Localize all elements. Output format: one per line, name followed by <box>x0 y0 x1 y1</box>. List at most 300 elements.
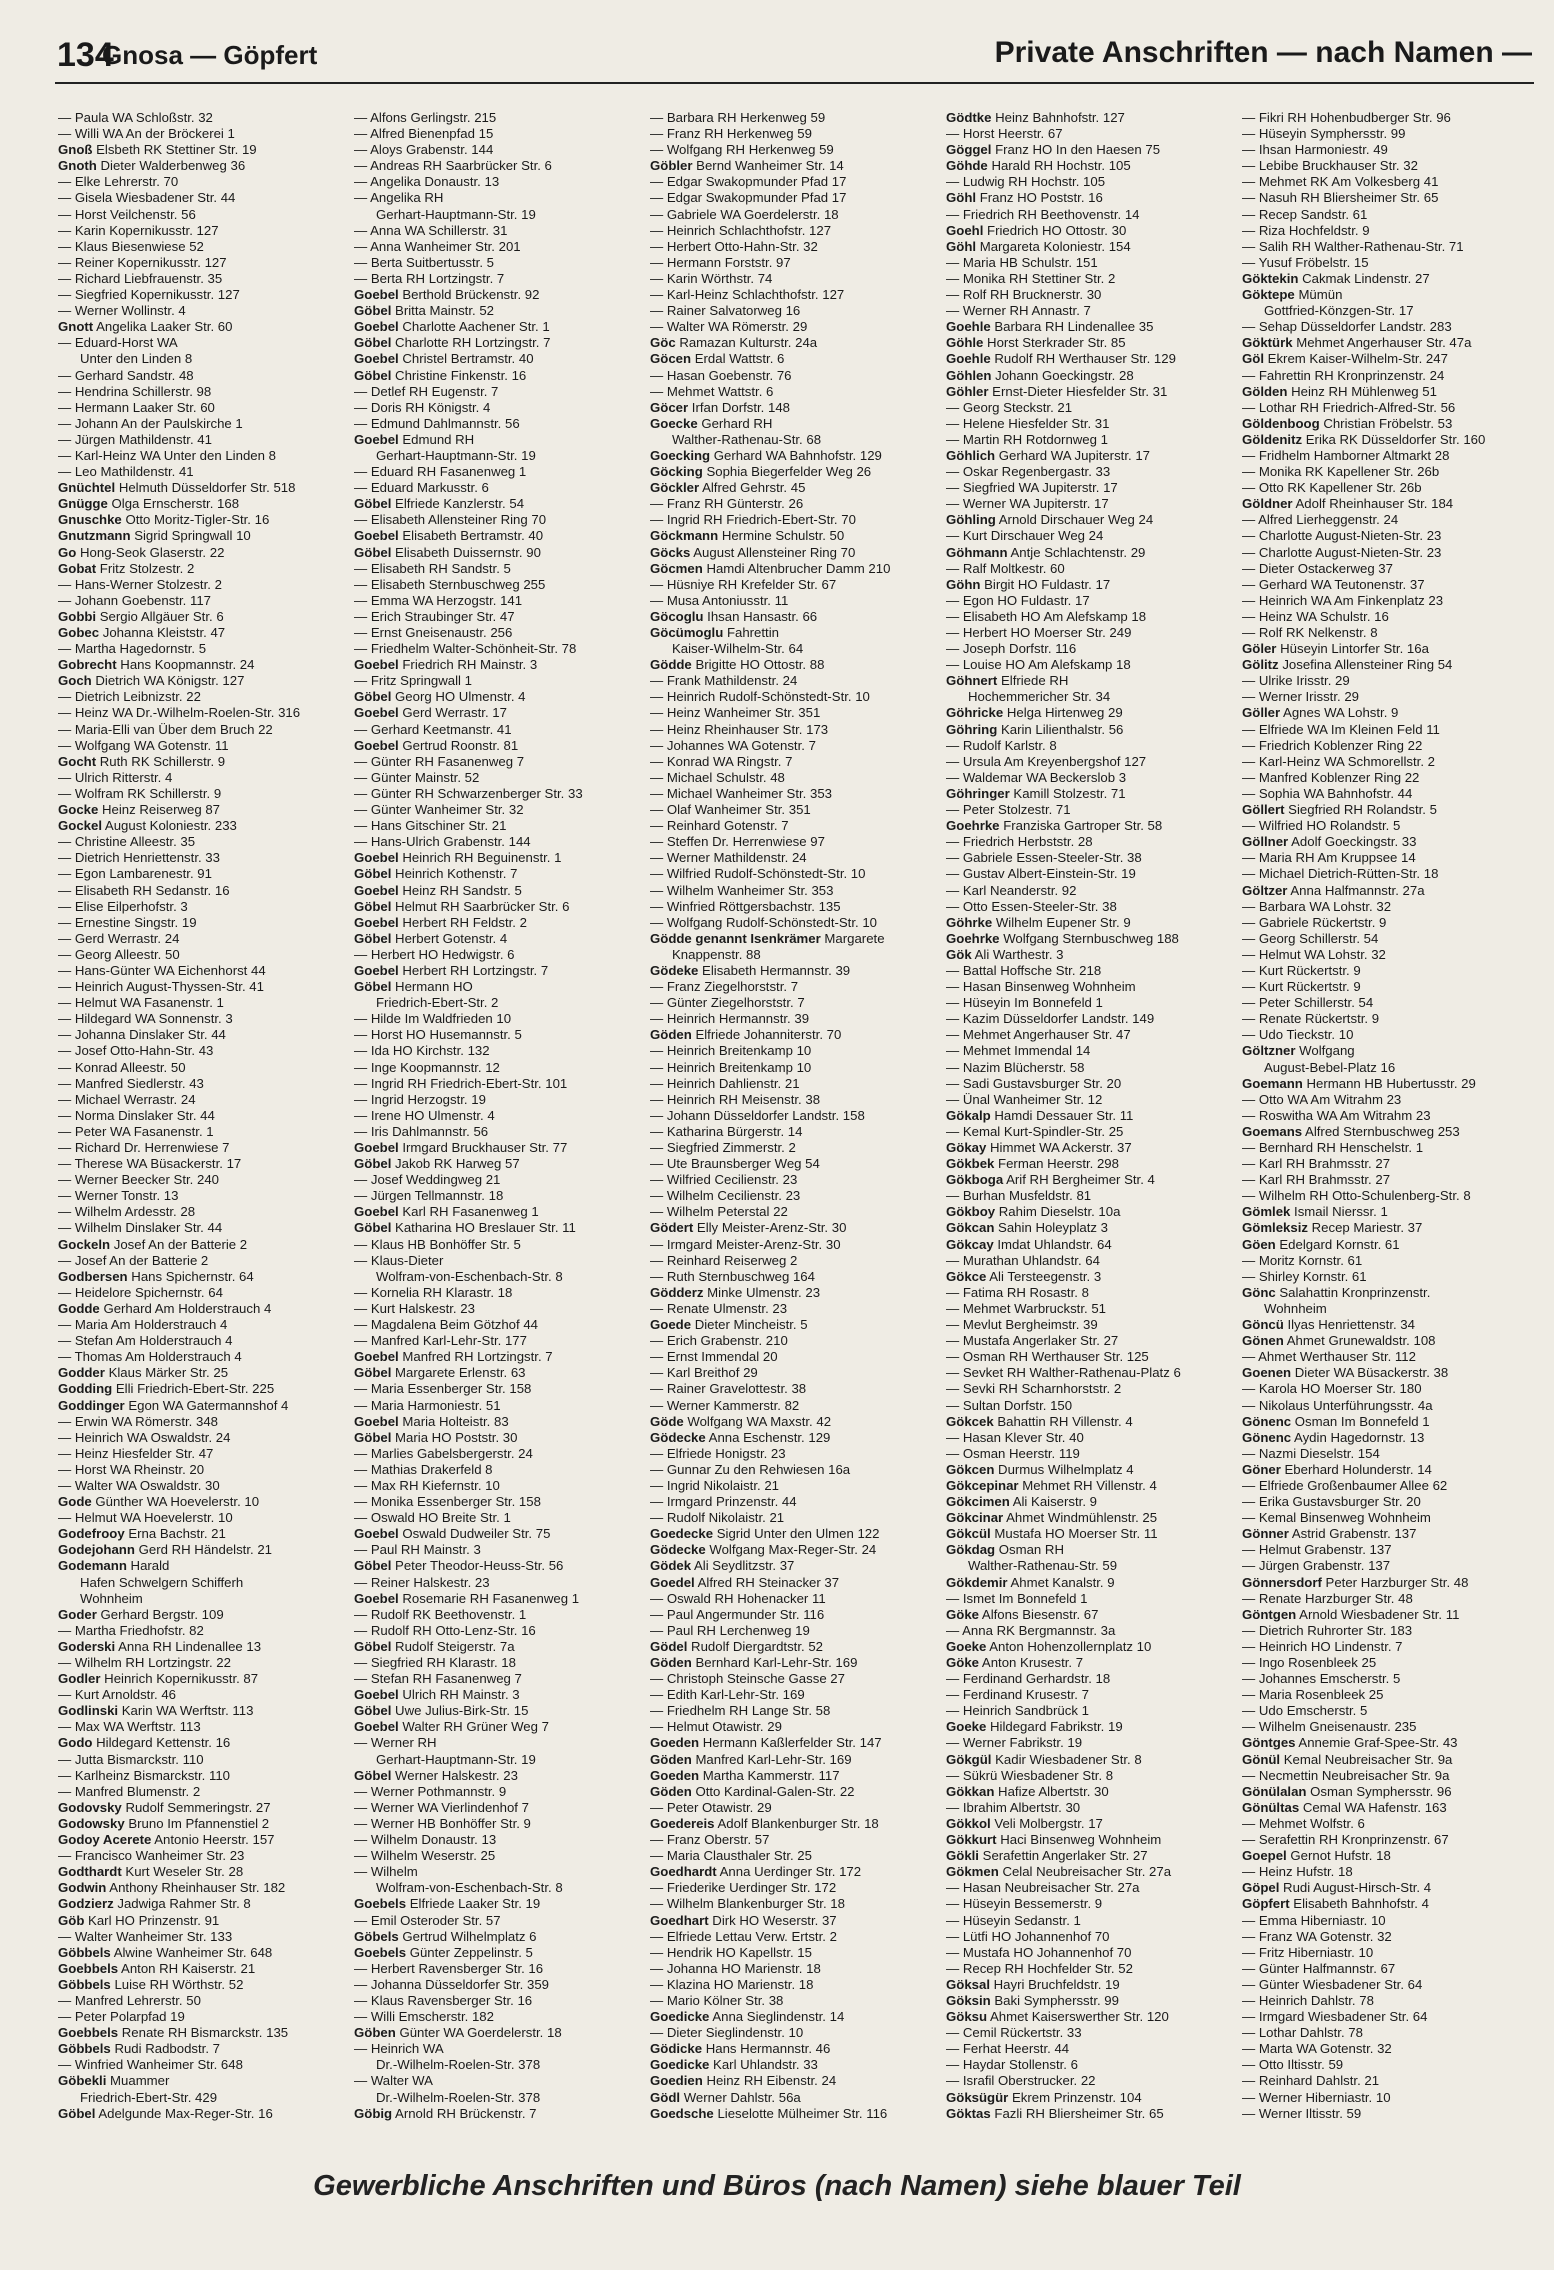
entry-row <box>946 174 1236 190</box>
surname: Goebel <box>354 850 399 866</box>
entry-text: Recep Mariestr. 37 <box>1311 1220 1423 1236</box>
entry-text: Eberhard Holunderstr. 14 <box>1284 1461 1432 1477</box>
entry-row <box>354 512 644 528</box>
entry-text: Hans Koopmannstr. 24 <box>120 657 255 673</box>
entry-text: Osman Symphersstr. 96 <box>1310 1783 1452 1799</box>
entry-text: — Herbert HO Hedwigstr. 6 <box>354 946 515 962</box>
entry-row <box>946 416 1236 432</box>
entry-surname-row <box>946 1462 1236 1478</box>
entry-row <box>58 207 348 223</box>
surname: Gökdemir <box>946 1574 1008 1590</box>
surname: Goedien <box>650 2073 703 2089</box>
surname: Göbel <box>354 898 392 914</box>
entry-text: — Therese WA Büsackerstr. 17 <box>58 1156 242 1172</box>
entry-row <box>650 174 940 190</box>
entry-surname-row <box>946 158 1236 174</box>
entry-text: — Winfried Wanheimer Str. 648 <box>58 2057 243 2073</box>
entry-row <box>650 979 940 995</box>
entry-text: Rudolf Diergardtstr. 52 <box>691 1638 823 1654</box>
entry-text: — Barbara WA Lohstr. 32 <box>1242 898 1392 914</box>
surname: Goebel <box>354 1526 399 1542</box>
entry-row <box>1242 1913 1532 1929</box>
entry-text: Gertrud Wilhelmplatz 6 <box>402 1928 537 1944</box>
entry-row <box>58 1784 348 1800</box>
entry-row <box>650 1896 940 1912</box>
entry-text: — Willi Emscherstr. 182 <box>354 2009 494 2025</box>
entry-continuation <box>58 1591 348 1607</box>
entry-text: Kamill Stolzestr. 71 <box>1013 785 1126 801</box>
entry-row <box>58 1993 348 2009</box>
surname: Gödeke <box>650 962 699 978</box>
entry-text: Werner Dahlstr. 56a <box>683 2089 801 2105</box>
entry-row <box>650 1993 940 2009</box>
entry-text: — Sevki RH Scharnhorststr. 2 <box>946 1381 1122 1397</box>
entry-surname-row <box>946 368 1236 384</box>
entry-text: Siegfried RH Rolandstr. 5 <box>1288 802 1437 818</box>
entry-surname-row <box>1242 1285 1532 1301</box>
entry-continuation <box>1242 1301 1532 1317</box>
entry-row <box>354 1623 644 1639</box>
entry-surname-row <box>946 190 1236 206</box>
entry-text: — Elfriede Großenbaumer Allee 62 <box>1242 1477 1448 1493</box>
surname: Göbel <box>354 1703 392 1719</box>
entry-row <box>650 207 940 223</box>
entry-text: — Heinrich RH Meisenstr. 38 <box>650 1091 821 1107</box>
entry-row <box>650 1253 940 1269</box>
entry-surname-row <box>1242 1607 1532 1623</box>
entry-text: Brigitte HO Ottostr. 88 <box>695 657 825 673</box>
surname: Göllert <box>1242 802 1285 818</box>
entry-surname-row <box>946 1993 1236 2009</box>
entry-row <box>354 673 644 689</box>
entry-text: — Gunnar Zu den Rehwiesen 16a <box>650 1461 851 1477</box>
entry-row <box>58 1204 348 1220</box>
entry-row <box>58 1317 348 1333</box>
entry-text: Anthony Rheinhauser Str. 182 <box>109 1880 286 1896</box>
entry-text: Mehmet Angerhauser Str. 47a <box>1296 335 1472 351</box>
surname: Göbel <box>354 930 392 946</box>
entry-text: — Shirley Kornstr. 61 <box>1242 1268 1367 1284</box>
entry-row <box>354 1784 644 1800</box>
entry-row <box>946 802 1236 818</box>
entry-text: Cemal WA Hafenstr. 163 <box>1302 1799 1447 1815</box>
entry-row <box>1242 1108 1532 1124</box>
surname: Gobec <box>58 625 100 640</box>
entry-row <box>1242 899 1532 915</box>
entry-text: Himmet WA Ackerstr. 37 <box>990 1140 1132 1155</box>
entry-continuation <box>354 448 644 464</box>
surname: Göhrke <box>946 914 993 930</box>
entry-text: — Klaus Ravensberger Str. 16 <box>354 1992 533 2008</box>
entry-text: — Peter WA Fasanenstr. 1 <box>58 1123 214 1139</box>
entry-row <box>1242 512 1532 528</box>
entry-text: Alwine Wanheimer Str. 648 <box>113 1944 273 1960</box>
entry-row <box>1242 1768 1532 1784</box>
entry-text: — Manfred Karl-Lehr-Str. 177 <box>354 1333 527 1349</box>
entry-text: Heinz RH Sandstr. 5 <box>402 882 522 898</box>
entry-text: — Nasuh RH Bliersheimer Str. 65 <box>1242 190 1439 206</box>
entry-text: — Hildegard WA Sonnenstr. 3 <box>58 1011 233 1027</box>
entry-text: — Karl Neanderstr. 92 <box>946 882 1077 898</box>
entry-row <box>946 528 1236 544</box>
entry-row <box>650 1591 940 1607</box>
surname: Godde <box>58 1300 100 1316</box>
entry-surname-row <box>58 754 348 770</box>
entry-row <box>650 1237 940 1253</box>
entry-text: — Manfred Lehrerstr. 50 <box>58 1992 201 2008</box>
entry-text: — Peter Stolzestr. 71 <box>946 802 1071 818</box>
entry-text: Uwe Julius-Birk-Str. 15 <box>395 1703 529 1719</box>
surname: Gökce <box>946 1268 987 1284</box>
entry-row <box>1242 126 1532 142</box>
entry-surname-row <box>946 1220 1236 1236</box>
surname: Göksin <box>946 1992 991 2008</box>
entry-text: — Michael Schulstr. 48 <box>650 769 785 785</box>
surname: Gödecke <box>650 1429 706 1445</box>
entry-row <box>946 1124 1236 1140</box>
surname: Göbel <box>354 689 392 705</box>
entry-row <box>354 1285 644 1301</box>
entry-surname-row <box>1242 1462 1532 1478</box>
entry-row <box>58 1011 348 1027</box>
entry-row <box>946 770 1236 786</box>
entry-surname-row <box>354 883 644 899</box>
entry-row <box>1242 625 1532 641</box>
entry-text: — Magdalena Beim Götzhof 44 <box>354 1317 538 1333</box>
surname: Göktekin <box>1242 270 1299 286</box>
entry-surname-row <box>946 1848 1236 1864</box>
entry-row <box>650 1301 940 1317</box>
entry-text: — Werner Hiberniastr. 10 <box>1242 2089 1391 2105</box>
entry-row <box>58 1140 348 1156</box>
entry-row <box>946 883 1236 899</box>
entry-text: Ekrem Prinzenstr. 104 <box>1011 2089 1142 2105</box>
entry-row <box>354 400 644 416</box>
entry-row <box>650 1462 940 1478</box>
entry-text: August-Bebel-Platz 16 <box>1264 1059 1396 1075</box>
entry-text: — Emil Osteroder Str. 57 <box>354 1912 501 1928</box>
entry-text: Hafize Albertstr. 30 <box>998 1783 1109 1799</box>
surname: Goemans <box>1242 1123 1303 1139</box>
entry-text: — Christoph Steinsche Gasse 27 <box>650 1671 845 1687</box>
entry-text: Arnold Wiesbadener Str. 11 <box>1299 1606 1460 1622</box>
entry-row <box>946 738 1236 754</box>
surname: Gobbi <box>58 608 97 624</box>
entry-surname-row <box>58 496 348 512</box>
entry-text: Ali Kaiserstr. 9 <box>1012 1494 1097 1510</box>
entry-surname-row <box>354 1349 644 1365</box>
entry-text: Ruth RK Schillerstr. 9 <box>99 753 226 769</box>
surname: Godowsky <box>58 1815 125 1831</box>
entry-row <box>1242 609 1532 625</box>
entry-text: — Lütfi HO Johannenhof 70 <box>946 1928 1110 1944</box>
surname: Göbel <box>354 866 392 882</box>
entry-surname-row <box>1242 1896 1532 1912</box>
entry-text: — Edgar Swakopmunder Pfad 17 <box>650 190 847 206</box>
entry-text: — Wilhelm Wanheimer Str. 353 <box>650 882 834 898</box>
entry-row <box>1242 207 1532 223</box>
entry-continuation <box>946 1558 1236 1574</box>
entry-text: — Paul RH Mainstr. 3 <box>354 1542 481 1558</box>
entry-text: Muammer <box>110 2073 170 2089</box>
entry-text: — Rudolf Nikolaistr. 21 <box>650 1510 785 1526</box>
entry-surname-row <box>58 528 348 544</box>
entry-surname-row <box>58 1735 348 1751</box>
entry-text: — Ibrahim Albertstr. 30 <box>946 1799 1081 1815</box>
entry-text: — Kazim Düsseldorfer Landstr. 149 <box>946 1011 1155 1027</box>
entry-text: — Elfriede Honigstr. 23 <box>650 1445 786 1461</box>
entry-text: — Iris Dahlmannstr. 56 <box>354 1123 489 1139</box>
surname: Göhler <box>946 383 989 399</box>
entry-row <box>946 754 1236 770</box>
surname: Göhl <box>946 238 977 254</box>
entry-row <box>354 722 644 738</box>
entry-surname-row <box>946 947 1236 963</box>
entry-row <box>1242 738 1532 754</box>
entry-surname-row <box>946 1832 1236 1848</box>
surname: Goebel <box>354 657 399 673</box>
entry-row <box>1242 158 1532 174</box>
entry-surname-row <box>650 464 940 480</box>
entry-text: — Mehmet Immendal 14 <box>946 1043 1091 1059</box>
entry-surname-row <box>650 1414 940 1430</box>
entry-text: — Angelika Donaustr. 13 <box>354 174 500 190</box>
directory-listing <box>58 110 1538 2165</box>
entry-row <box>354 1977 644 1993</box>
entry-row <box>946 561 1236 577</box>
entry-text: — Monika Essenberger Str. 158 <box>354 1494 541 1510</box>
surname: Gökkan <box>946 1783 995 1799</box>
entry-row <box>650 384 940 400</box>
directory-column-4 <box>946 110 1242 2165</box>
entry-row <box>1242 754 1532 770</box>
entry-row <box>354 577 644 593</box>
entry-surname-row <box>650 2009 940 2025</box>
entry-row <box>58 174 348 190</box>
entry-row <box>58 1462 348 1478</box>
entry-row <box>650 1043 940 1059</box>
entry-text: Hermann HO <box>395 979 473 995</box>
entry-text: — Recep Sandstr. 61 <box>1242 206 1368 222</box>
entry-row <box>58 834 348 850</box>
surname: Gökdag <box>946 1542 996 1558</box>
entry-row <box>58 1076 348 1092</box>
entry-surname-row <box>354 1591 644 1607</box>
entry-row <box>354 1027 644 1043</box>
entry-text: — Ingrid Nikolaistr. 21 <box>650 1477 779 1493</box>
entry-surname-row <box>58 1977 348 1993</box>
entry-text: — Gabriele Rückertstr. 9 <box>1242 914 1387 930</box>
entry-row <box>946 1671 1236 1687</box>
entry-text: — Gisela Wiesbadener Str. 44 <box>58 190 236 206</box>
entry-surname-row <box>1242 335 1532 351</box>
entry-text: — Eduard-Horst WA <box>58 335 178 351</box>
entry-text: Helmut RH Saarbrücker Str. 6 <box>395 898 570 914</box>
entry-row <box>58 1156 348 1172</box>
surname: Göhling <box>946 512 996 528</box>
entry-row <box>1242 722 1532 738</box>
entry-row <box>946 1961 1236 1977</box>
entry-text: Hafen Schwelgern Schifferh <box>80 1574 244 1590</box>
entry-surname-row <box>1242 1076 1532 1092</box>
surname: Göden <box>650 1655 692 1670</box>
entry-row <box>1242 1510 1532 1526</box>
entry-row <box>650 1204 940 1220</box>
entry-row <box>650 126 940 142</box>
entry-text: Hüseyin Lintorfer Str. 16a <box>1280 641 1429 657</box>
surname: Göldner <box>1242 496 1293 512</box>
entry-text: — Ludwig RH Hochstr. 105 <box>946 174 1106 190</box>
entry-row <box>650 1092 940 1108</box>
entry-surname-row <box>354 915 644 931</box>
entry-row <box>354 1575 644 1591</box>
entry-text: — Hilde Im Waldfrieden 10 <box>354 1011 512 1027</box>
entry-text: Celal Neubreisacher Str. 27a <box>1002 1864 1172 1880</box>
surname: Goddinger <box>58 1397 125 1413</box>
entry-text: Erna Bachstr. 21 <box>128 1526 226 1542</box>
entry-row <box>946 1365 1236 1381</box>
entry-row <box>650 1398 940 1414</box>
entry-text: — Werner HB Bonhöffer Str. 9 <box>354 1815 531 1831</box>
entry-surname-row <box>58 625 348 641</box>
entry-text: — Oswald HO Breite Str. 1 <box>354 1510 511 1526</box>
entry-text: — Peter Schillerstr. 54 <box>1242 995 1374 1011</box>
entry-text: — Fritz Hiberniastr. 10 <box>1242 1944 1374 1960</box>
entry-text: Kurt Weseler Str. 28 <box>125 1864 244 1880</box>
entry-row <box>946 1591 1236 1607</box>
entry-text: Anna RH Lindenallee 13 <box>118 1638 262 1654</box>
entry-row <box>354 416 644 432</box>
entry-row <box>1242 545 1532 561</box>
entry-text: Ahmet Windmühlenstr. 25 <box>1006 1510 1158 1526</box>
entry-continuation <box>650 641 940 657</box>
entry-text: — Olaf Wanheimer Str. 351 <box>650 802 811 818</box>
entry-row <box>354 1317 644 1333</box>
entry-row <box>650 287 940 303</box>
entry-row <box>58 335 348 351</box>
surname: Godefrooy <box>58 1526 125 1542</box>
entry-row <box>650 1800 940 1816</box>
entry-text: Agnes WA Lohstr. 9 <box>1283 705 1399 721</box>
entry-text: — Sükrü Wiesbadener Str. 8 <box>946 1767 1114 1783</box>
entry-text: — Heinrich Dahlienstr. 21 <box>650 1075 800 1091</box>
entry-surname-row <box>650 1864 940 1880</box>
surname: Gödel <box>650 1638 688 1654</box>
entry-text: Fritz Stolzestr. 2 <box>99 560 195 576</box>
entry-text: — Konrad WA Ringstr. 7 <box>650 753 793 769</box>
entry-row <box>1242 979 1532 995</box>
entry-text: — Eduard RH Fasanenweg 1 <box>354 464 527 480</box>
surname: Göbel <box>354 1220 392 1236</box>
entry-row <box>58 1124 348 1140</box>
entry-text: — Hasan Neubreisacher Str. 27a <box>946 1880 1140 1896</box>
entry-surname-row <box>946 1864 1236 1880</box>
entry-row <box>1242 223 1532 239</box>
entry-row <box>1242 319 1532 335</box>
surname: Göckmann <box>650 528 719 544</box>
entry-row <box>354 1462 644 1478</box>
entry-text: — Heidelore Spichernstr. 64 <box>58 1284 223 1300</box>
entry-row <box>1242 1719 1532 1735</box>
entry-surname-row <box>58 1398 348 1414</box>
entry-row <box>1242 1558 1532 1574</box>
entry-row <box>1242 850 1532 866</box>
entry-text: — Otto Iltisstr. 59 <box>1242 2057 1344 2073</box>
entry-text: — Wolfgang Rudolf-Schönstedt-Str. 10 <box>650 914 877 930</box>
entry-continuation <box>354 2090 644 2106</box>
entry-row <box>58 866 348 882</box>
entry-text: — Rainer Salvatorweg 16 <box>650 303 801 319</box>
entry-text: — Aloys Grabenstr. 144 <box>354 142 494 158</box>
surname: Göpfert <box>1242 1896 1290 1912</box>
entry-row <box>58 738 348 754</box>
entry-surname-row <box>946 1607 1236 1623</box>
entry-text: — Heinrich HO Lindenstr. 7 <box>1242 1638 1403 1654</box>
entry-surname-row <box>946 319 1236 335</box>
entry-text: — Otto RK Kapellener Str. 26b <box>1242 480 1422 496</box>
entry-text: Adolf Rheinhauser Str. 184 <box>1295 496 1454 512</box>
entry-text: — Murathan Uhlandstr. 64 <box>946 1252 1100 1268</box>
entry-surname-row <box>946 577 1236 593</box>
entry-text: — Mathias Drakerfeld 8 <box>354 1461 493 1477</box>
entry-surname-row <box>946 1977 1236 1993</box>
entry-text: — Fahrettin RH Kronprinzenstr. 24 <box>1242 367 1445 383</box>
entry-surname-row <box>58 2106 348 2122</box>
entry-text: Ismail Nierssr. 1 <box>1294 1204 1388 1220</box>
entry-surname-row <box>946 142 1236 158</box>
entry-row <box>58 223 348 239</box>
entry-text: — Wilhelm RH Otto-Schulenberg-Str. 8 <box>1242 1188 1471 1204</box>
entry-row <box>354 1398 644 1414</box>
entry-text: Christine Finkenstr. 16 <box>395 367 527 383</box>
entry-row <box>1242 2090 1532 2106</box>
entry-row <box>58 705 348 721</box>
entry-text: Helmuth Düsseldorfer Str. 518 <box>118 480 296 496</box>
entry-row <box>1242 561 1532 577</box>
entry-surname-row <box>354 2106 644 2122</box>
entry-surname-row <box>650 2041 940 2057</box>
entry-row <box>354 1607 644 1623</box>
surname: Goebels <box>354 1896 407 1912</box>
directory-column-5 <box>1242 110 1538 2165</box>
entry-row <box>1242 1816 1532 1832</box>
surname: Göden <box>650 1783 692 1799</box>
entry-text: — Andreas RH Saarbrücker Str. 6 <box>354 158 552 174</box>
entry-surname-row <box>1242 1204 1532 1220</box>
entry-row <box>650 1832 940 1848</box>
entry-text: — Doris RH Königstr. 4 <box>354 399 491 415</box>
entry-row <box>354 754 644 770</box>
entry-text: — Elfriede Lettau Verw. Ertstr. 2 <box>650 1928 837 1944</box>
entry-text: Johanna Kleiststr. 47 <box>102 625 226 640</box>
entry-surname-row <box>58 1269 348 1285</box>
entry-row <box>58 722 348 738</box>
entry-row <box>650 770 940 786</box>
entry-text: — Katharina Bürgerstr. 14 <box>650 1123 803 1139</box>
entry-row <box>354 110 644 126</box>
entry-surname-row <box>58 609 348 625</box>
entry-text: Bernd Wanheimer Str. 14 <box>696 158 844 174</box>
entry-surname-row <box>946 384 1236 400</box>
entry-text: — Günter Mainstr. 52 <box>354 769 480 785</box>
entry-text: Anton Krusestr. 7 <box>981 1655 1084 1670</box>
entry-text: Walther-Rathenau-Str. 68 <box>672 431 822 447</box>
surname: Göbler <box>650 158 693 174</box>
entry-text: — Osman RH Werthauser Str. 125 <box>946 1349 1149 1365</box>
entry-row <box>58 963 348 979</box>
entry-row <box>650 319 940 335</box>
entry-row <box>1242 947 1532 963</box>
